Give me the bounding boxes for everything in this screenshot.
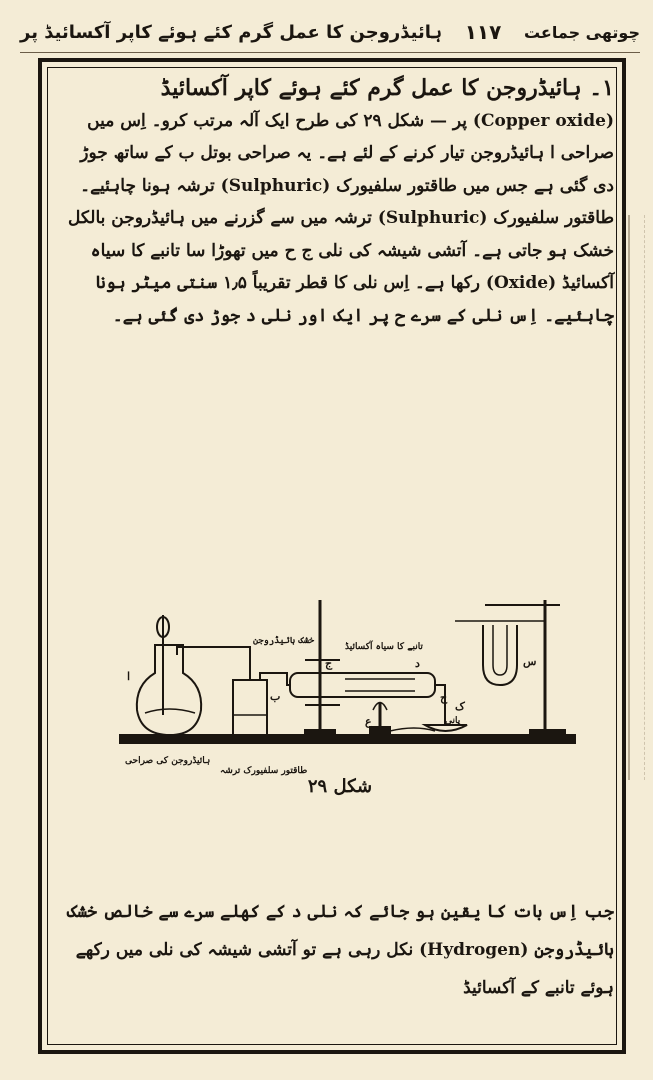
section-name: چوتھی جماعت (523, 22, 640, 42)
label-tube-j: ج (325, 657, 333, 670)
label-copper-oxide: تانبے کا سیاہ آکسائیڈ (345, 642, 423, 652)
bench-base (120, 735, 575, 743)
drying-bottle (233, 680, 267, 735)
combustion-tube (290, 673, 435, 697)
page-header (20, 12, 640, 53)
label-utube: س (523, 655, 537, 668)
u-tube (483, 625, 517, 685)
running-title: ہائیڈروجن کا عمل گرم کئے ہوئے کاپر آکسائیڈ پر (20, 21, 443, 43)
delivery-tube-1 (177, 647, 250, 680)
label-dry-hydrogen: خشک ہائیڈروجن (253, 636, 315, 646)
bottom-paragraph: جب اِس بات کا یقین ہو جائے کہ نلی د کے کھلے سرے سے خالص خشک ہائیڈروجن (Hydrogen) نکل رہی ہے تو آتشی شیشہ کی نلی میں رکھے ہوئے تانبے کے آکسائیڈ (67, 902, 614, 998)
label-tube-h: ح (440, 691, 448, 704)
section-heading: ۱۔ ہائیڈروجن کا عمل گرم کئے ہوئے کاپر آکسائیڈ (160, 75, 614, 101)
apparatus-figure (115, 585, 585, 785)
label-bottle-caption: طاقتور سلفیورک ترشہ (220, 766, 308, 776)
main-text (58, 72, 614, 332)
figure-caption: شکل ۲۹ (307, 776, 373, 797)
binding-mark (628, 215, 645, 780)
label-water: پانی (445, 716, 461, 726)
label-burner: ع (365, 715, 372, 728)
label-bottle: ب (270, 690, 281, 703)
hydrogen-flask (137, 645, 201, 735)
continuation-text (58, 893, 614, 1007)
label-flask-caption: ہائیڈروجن کی صراحی (125, 756, 211, 766)
page-number: ۱۱۷ (464, 20, 502, 44)
body-paragraph: (Copper oxide) پر — شکل ۲۹ کی طرح ایک آلہ مرتب کرو۔ اِس میں صراحی ا ہائیڈروجن تیار کرنے کے لئے ہے۔ یہ صراحی بوتل ب کے ساتھ جوڑ دی گئی ہے جس میں طاقتور سلفیورک (Sulphuric) ترشہ ہونا چاہئیے۔ طاقتور سلفیورک (Sulphuric) ترشہ میں سے گزرنے میں ہائیڈروجن بالکل خشک ہو جاتی ہے۔ آتشی شیشہ کی نلی ج ح میں تھوڑا سا تانبے کا سیاہ آکسائیڈ (Oxide) رکھا ہے۔ اِس نلی کا قطر تقریباً ۱٫۵ سنتی میٹر ہونا چاہئیے۔ اِس نلی کے سرے ح پر ایک اور نلی د جوڑ دی گئی ہے۔ (68, 110, 614, 326)
label-flask: ا (127, 670, 131, 683)
label-tube-d: د (415, 657, 420, 670)
label-tube-k: ک (455, 700, 465, 713)
